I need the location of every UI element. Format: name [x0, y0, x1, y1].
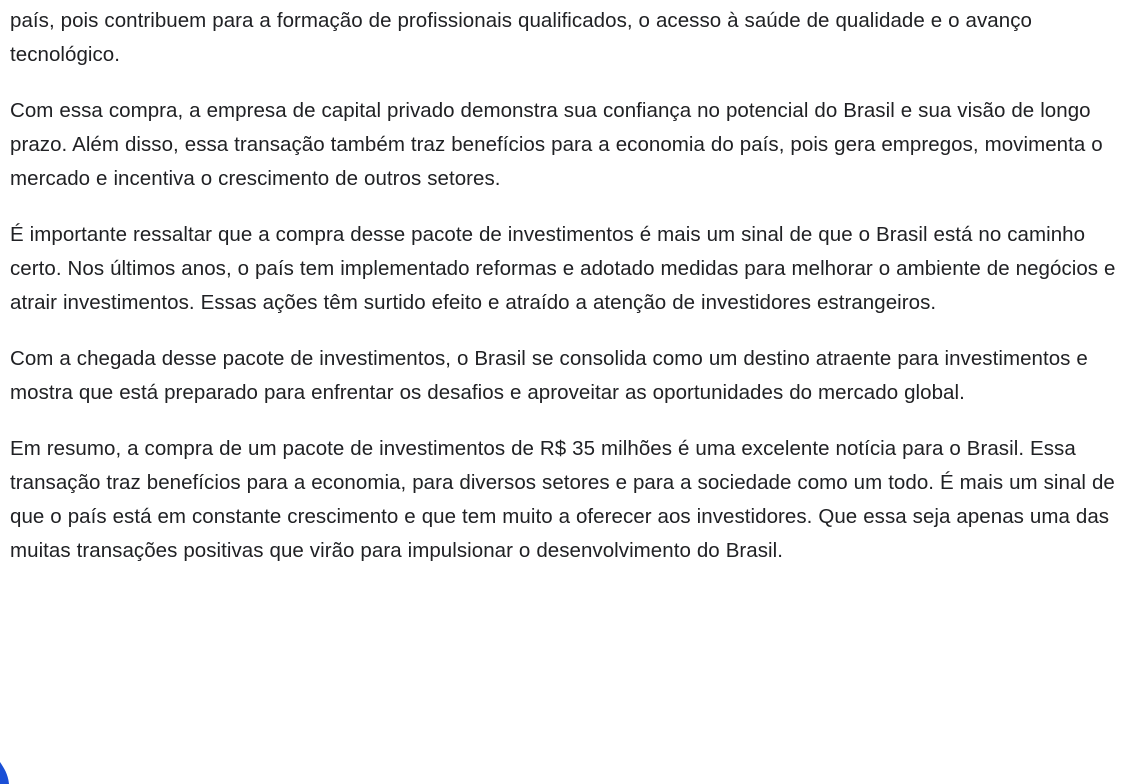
paragraph: país, pois contribuem para a formação de profissionais qualificados, o acesso à saúde de qualidade e o avanço tecnológico.: [10, 9, 1032, 66]
paragraph: É importante ressaltar que a compra desse pacote de investimentos é mais um sinal de que o Brasil está no caminho certo. Nos últimos anos, o país tem implementado reformas e adotado medidas para melhorar o ambiente de negócios e atrair investimentos. Essas ações têm surtido efeito e atraído a atenção de investidores estrangeiros.: [10, 223, 1116, 314]
page-corner-mark-icon: [0, 762, 14, 784]
paragraph: Com a chegada desse pacote de investimentos, o Brasil se consolida como um destino atraente para investimentos e mostra que está preparado para enfrentar os desafios e aproveitar as oportunidades do mercado global.: [10, 347, 1088, 404]
paragraph: Em resumo, a compra de um pacote de investimentos de R$ 35 milhões é uma excelente notícia para o Brasil. Essa transação traz benefícios para a economia, para diversos setores e para a sociedade como um todo. É mais um sinal de que o país está em constante crescimento e que tem muito a oferecer aos investidores. Que essa seja apenas uma das muitas transações positivas que virão para impulsionar o desenvolvimento do Brasil.: [10, 437, 1115, 562]
article-body: [10, 0, 1129, 568]
paragraph: Com essa compra, a empresa de capital privado demonstra sua confiança no potencial do Brasil e sua visão de longo prazo. Além disso, essa transação também traz benefícios para a economia do país, pois gera empregos, movimenta o mercado e incentiva o crescimento de outros setores.: [10, 99, 1103, 190]
